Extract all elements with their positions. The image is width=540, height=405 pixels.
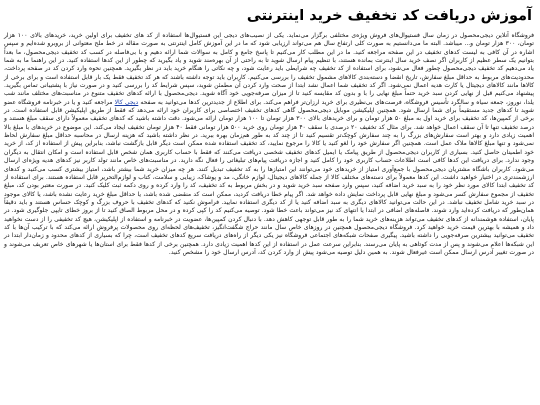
article-paragraph-1: فروشگاه آنلاین دیجی‌محصول در زمان سال فستیوال‌های فروش ویژه‌ی مختلفی برگزار می‌نماید. یکی از نصیب‌های دیجی این فستیوال‌ها استفاده از کد های تخفیف برای اولین خرید، خریدهای بالای ۱۰۰ هزار تومان، ۳۰۰ هزار تومان و... میباشد. البته ما می‌دانستیم به صورت کلی ارتفاع سال هم می‌تواند ارزیابی شود که ما در این آموزش کامل اینترنتی به صورت مقاله در خط ملح معتوانی از بروبرو شده‌ایم و سپس اشاره در آن کافی به لیست کدهای تخفیف در این صفحه مراجعه کنید. ما در این مطلب کار می‌کنیم تا پاسخ جامع و کامل به سوالات شما ارائه دهیم و با بی‌فاصله در کسب کد تخفیف دیجی‌محصول، ما بعداً بتوانیم یک سطر عظیم از کاربران اگر نصف خرید سال اینترنت بمانده هستند، با تنظیم پیام ارسال شوید تا به راحتی از آن بهره‌مند شوید و یاد بگیرید که چطور از این کدها استفاده کنید. در این راهنما ما به شما یاد می‌دهیم کد تخفیف دیجی‌محصول چطور فعال می‌شود، برای استفاده از کد تخفیف چه شرایطی باید رعایت شود، و چه نکاتی را هنگام خرید باید در نظر بگیرید. همچنین نحوه وارد کردن کد در صفحه پرداخت، محدودیت‌های مربوط به حداقل مبلغ سفارش، تاریخ انقضا و دسته‌بندی کالاهای مشمول تخفیف را بررسی می‌کنیم. کاربران باید توجه داشته باشند که هر کد تخفیف فقط یک بار قابل استفاده است و برای برخی از کالاها مانند کالاهای دیجیتال یا کارت هدیه اعمال نمی‌شود. اگر کد تخفیف شما اعمال نشد ابتدا از صحت وارد کردن آن مطمئن شوید، سپس شرایط کد را بررسی کنید و در صورت نیاز با پشتیبانی تماس بگیرید. پیشنهاد می‌کنیم قبل از نهایی کردن سبد خرید حتماً مبلغ نهایی را با و بدون کد مقایسه کنید تا از میزان صرفه‌جویی خود آگاه شوید. xyxy=(4,32,535,98)
article-paragraph-2-start: دیجی‌محصول با ارائه کدهای تخفیف متنوع در مناسبت‌های مختلف مانند شب یلدا، نوروز، جمعه سیاه و سالگرد تأسیس فروشگاه، فرصت‌های بی‌نظیری برای خرید ارزان‌تر فراهم می‌کند. برای اطلاع از جدیدترین کدها می‌توانید به صفحه xyxy=(4,90,534,106)
article-paragraph-2-end: مراجعه کنید و یا در خبرنامه فروشگاه عضو شوید تا کدهای جدید مستقیماً برای شما ارسال شود. همچنین اپلیکیشن موبایل دیجی‌محصول گاهی کدهای تخفیف اختصاصی برای کاربران خود ارائه می‌دهد که فقط از طریق اپلیکیشن قابل استفاده است. در برخی از کمپین‌ها، کد تخفیف برای خرید اول به مبلغ ۵۰ هزار تومان و برای خریدهای بالای ۳۰۰ هزار تومان تا ۱۰۰ هزار تومان ارائه می‌شود. دقت داشته باشید که کدهای تخفیف معمولاً دارای سقف مبلغ هستند و درصد تخفیف تنها تا آن سقف اعمال خواهد شد. برای مثال کد تخفیف ۲۰ درصدی با سقف ۴۰ هزار تومان روی خرید ۵۰۰ هزار تومانی فقط ۴۰ هزار تومان تخفیف ایجاد می‌کند. این موضوع در خریدهای با مبلغ بالا اهمیت زیادی دارد و بهتر است سفارش‌های بزرگ را به چند سفارش کوچک‌تر تقسیم کنید تا از چند کد به طور هم‌زمان بهره ببرید. در نظر داشته باشید که هزینه ارسال در محاسبه حداقل مبلغ سفارش لحاظ نمی‌شود و تنها مبلغ کالاها ملاک عمل است. همچنین اگر سفارش خود را لغو کنید یا کالا را مرجوع نمایید، کد تخفیف استفاده شده ممکن است دیگر قابل بازگشت نباشد، بنابراین پیش از استفاده از کد، از خرید خود اطمینان حاصل کنید. بسیاری از کاربران دیجی‌محصول از طریق پیامک یا ایمیل کدهای تخفیف شخصی دریافت می‌کنند که فقط با حساب کاربری همان شخص قابل استفاده است و امکان انتقال به دیگران وجود ندارد. برای دریافت این کدها کافی است اطلاعات حساب کاربری خود را کامل کنید و اجازه دریافت پیام‌های تبلیغاتی را فعال نگه دارید. در مناسبت‌های خاص مانند تولد کاربر نیز کدهای هدیه ویژه‌ای ارسال می‌شود. کاربران باشگاه مشتریان دیجی‌محصول با جمع‌آوری امتیاز از خریدهای خود می‌توانند این امتیازها را به کد تخفیف تبدیل کنند. هر چه میزان خرید شما بیشتر باشد، امتیاز بیشتری کسب می‌کنید و کدهای ارزشمندتری در اختیار خواهید داشت. این کدها معمولاً برای دسته‌های مختلف کالا از جمله کالاهای دیجیتال، لوازم خانگی، مد و پوشاک، زیبایی و سلامت، کتاب و لوازم‌التحریر قابل استفاده هستند. برای استفاده از کد تخفیف ابتدا کالای مورد نظر خود را به سبد خرید اضافه کنید، سپس وارد صفحه سبد خرید شوید و در بخش مربوط به کد تخفیف، کد را وارد کرده و روی دکمه ثبت کلیک کنید. در صورت معتبر بودن کد، مبلغ تخفیف از مجموع سفارش کسر می‌شود و مبلغ نهایی قابل پرداخت نمایش داده خواهد شد. اگر پیام خطا دریافت کردید، ممکن است کد منقضی شده باشد، یا حداقل مبلغ خرید رعایت نشده باشد، یا کالای موجود در سبد خرید شامل تخفیف نباشد. در این حالت می‌توانید کالاهای دیگری به سبد اضافه کنید یا از کد دیگری استفاده نمایید. فراموش نکنید که کدهای تخفیف با حروف بزرگ و کوچک حساس هستند و باید دقیقاً همان‌طور که دریافت کرده‌اید وارد شوند. فاصله‌های اضافی در ابتدا یا انتهای کد نیز می‌تواند باعث خطا شود. توصیه می‌کنیم کد را کپی کرده و در محل مربوط الصاق کنید تا از بروز خطای تایپی جلوگیری شود. در پایان، استفاده هوشمندانه از کدهای تخفیف می‌تواند هزینه‌های خرید شما را به طور قابل توجهی کاهش دهد. با دنبال کردن کمپین‌ها، عضویت در خبرنامه و استفاده از اپلیکیشن، هیچ کد تخفیفی را از دست نخواهید داد و همیشه با بهترین قیمت خرید خواهید کرد. فروشگاه دیجی‌محصول همچنین در روزهای خاص سال مانند حراج شگفت‌انگیز، تخفیف‌های لحظه‌ای روی محصولات پرفروش ارائه می‌کند که با ترکیب آن‌ها با کد تخفیف می‌توانید بیشترین صرفه‌جویی را داشته باشید. پیگیری صفحات شبکه‌های اجتماعی فروشگاه نیز یکی دیگر از راه‌های دریافت سریع کدهای تخفیف است، چرا که بسیاری از کدهای محدود و زمان‌دار ابتدا در این شبکه‌ها اعلام می‌شوند و پس از مدت کوتاهی به پایان می‌رسند. بنابراین سرعت عمل در استفاده از این کدها اهمیت زیادی دارد. همچنین برخی از کدها فقط برای استان‌ها یا شهرهای خاص تعریف می‌شوند و در صورت تغییر آدرس ارسال ممکن است غیرفعال شوند. به همین دلیل توصیه می‌شود پیش از وارد کردن کد، آدرس ارسال خود را مشخص کنید. xyxy=(4,98,534,256)
digikala-link[interactable]: دیجی کالا xyxy=(114,98,139,106)
article-body xyxy=(4,32,534,257)
page-title: آموزش دریافت کد تخفیف خرید اینترنتی xyxy=(246,8,532,24)
